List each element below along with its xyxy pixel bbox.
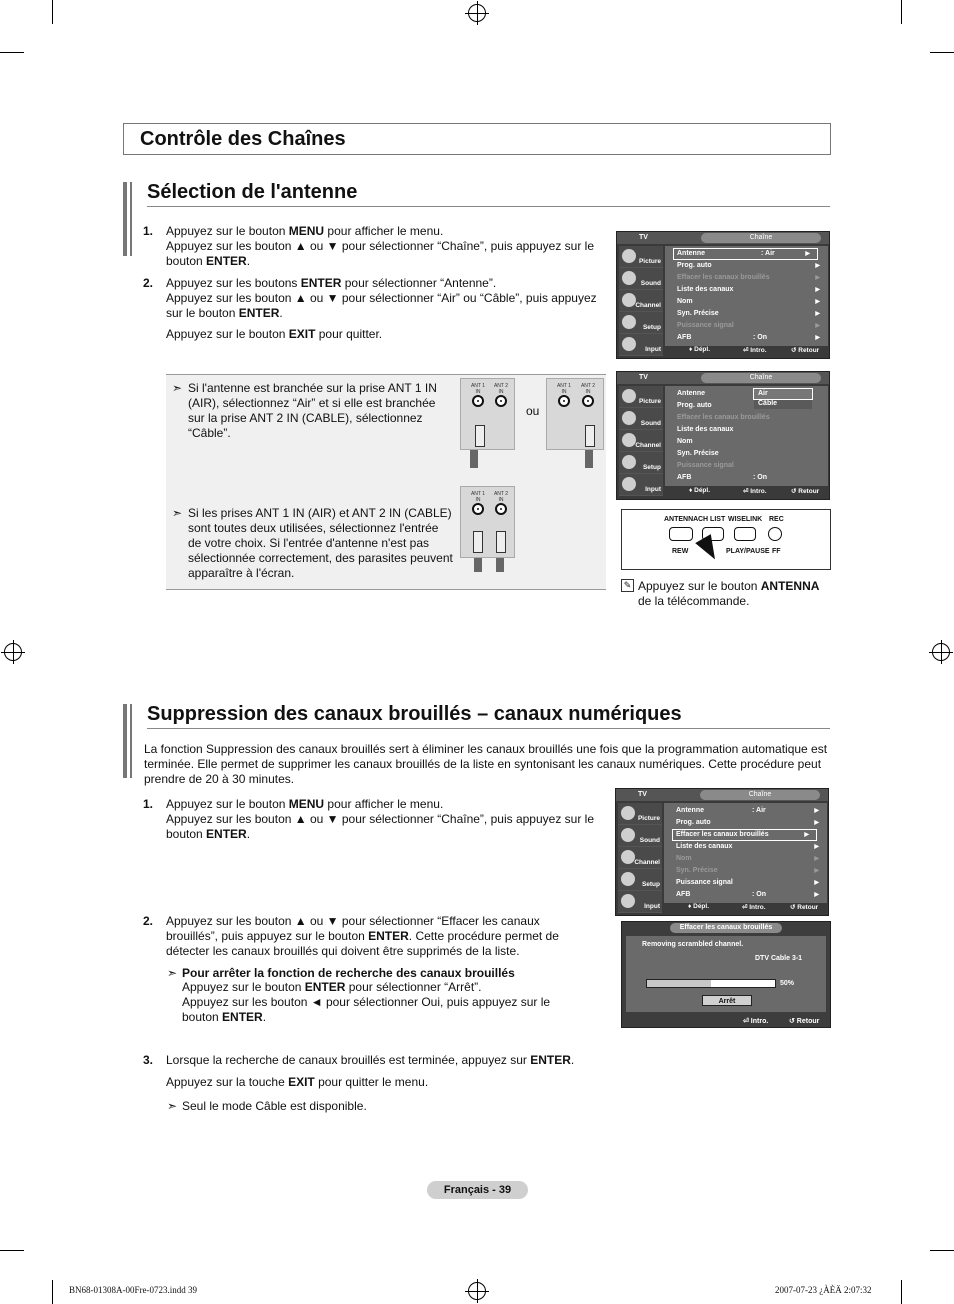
screen-message: Removing scrambled channel. <box>642 941 744 948</box>
menu-category-icon <box>622 411 636 425</box>
date-slug: 2007-07-23 ¿ÀÈÄ 2:07:32 <box>775 1285 872 1295</box>
step-2-text <box>166 276 606 321</box>
jack-label: ANT 1 IN <box>470 491 486 503</box>
registration-mark-icon <box>932 643 950 661</box>
section-bar <box>130 182 132 256</box>
exit-instruction: Appuyez sur la touche EXIT pour quitter le menu. <box>166 1075 429 1089</box>
section-bar <box>123 704 127 778</box>
registration-mark-icon <box>4 643 22 661</box>
text-line: bouton ENTER. <box>166 827 251 841</box>
menu-row[interactable]: Nom ▶ <box>676 855 819 862</box>
text-line: Appuyez sur le bouton ENTER pour sélectionner “Arrêt”. <box>182 980 482 994</box>
menu-row[interactable]: Nom <box>677 438 693 445</box>
text-line: La fonction Suppression des canaux brouillés sert à éliminer les canaux brouillés une fois que la programmation automatique est <box>144 742 828 756</box>
menu-row[interactable]: Antenne : Air ▶ <box>676 807 819 814</box>
footer-enter: ⏎ Intro. <box>743 1018 769 1025</box>
menu-row[interactable]: Liste des canaux ▶ <box>676 843 819 850</box>
antenna-button-note <box>638 579 833 609</box>
note-arrow-icon: ➣ <box>167 1099 178 1113</box>
menu-tv-label: TV <box>639 234 648 241</box>
menu-row[interactable]: Puissance signal ▶ <box>677 322 820 329</box>
file-slug: BN68-01308A-00Fre-0723.indd 39 <box>69 1285 197 1295</box>
progress-label: 50% <box>780 980 795 987</box>
menu-row[interactable]: AFB : On ▶ <box>676 891 819 898</box>
menu-row[interactable]: Effacer les canaux brouillés ▶ <box>672 829 817 841</box>
menu-side-item[interactable]: Picture <box>619 386 663 408</box>
menu-tv-label: TV <box>639 374 648 381</box>
menu-side-item[interactable]: Setup <box>619 452 663 474</box>
menu-category-icon <box>622 249 636 263</box>
menu-side-item[interactable]: Input <box>619 474 663 496</box>
section-title-scrambled: Suppression des canaux brouillés – canaux numériques <box>147 703 682 725</box>
text-line: Si les prises ANT 1 IN (AIR) et ANT 2 IN (CABLE) <box>188 506 452 520</box>
remote-label: PLAY/PAUSE <box>726 548 770 555</box>
section-rule <box>147 728 830 729</box>
menu-row[interactable]: Syn. Précise ▶ <box>676 867 819 874</box>
remote-label: WISELINK <box>728 516 763 523</box>
menu-side-item[interactable]: Channel <box>619 290 663 312</box>
menu-row[interactable]: AFB : On <box>677 474 767 481</box>
menu-side-item[interactable]: Input <box>619 334 663 356</box>
menu-row[interactable]: Puissance signal ▶ <box>676 879 819 886</box>
menu-side-item[interactable]: Channel <box>619 430 663 452</box>
menu-category-icon <box>622 271 636 285</box>
menu-category-icon <box>622 455 636 469</box>
antenna-jack-figure <box>460 378 515 450</box>
menu-side-item[interactable]: Sound <box>619 408 663 430</box>
text-line: Si l'antenne est branchée sur la prise ANT 1 IN <box>188 381 437 395</box>
remote-label: REC <box>769 516 784 523</box>
remote-label: FF <box>772 548 781 555</box>
text-line: terminée. Elle permet de supprimer les canaux brouillés de la liste en syntonisant les canaux numériques. Cette procédure peut <box>144 757 822 771</box>
menu-side-item[interactable]: Picture <box>619 246 663 268</box>
note-arrow-icon: ➣ <box>172 381 183 395</box>
scramble-menu-screen: TV Chaîne Picture Sound Channel Setup Input Antenne : Air ▶ Prog. auto ▶ Effacer les canaux brouillés ▶ Liste des canaux ▶ Nom ▶ Syn. Précise ▶ Puissance signal ▶ AFB : On ▶ ♦ Dépl. ⏎ Intro. ↺ Retour <box>615 788 829 916</box>
menu-row[interactable]: Antenne <box>677 390 705 397</box>
menu-row[interactable]: Prog. auto <box>677 402 712 409</box>
stop-instructions <box>182 980 602 1025</box>
remote-label: ANTENNA <box>664 516 699 523</box>
antenna-button-icon <box>669 527 693 541</box>
menu-category-icon <box>622 433 636 447</box>
exit-instruction: Appuyez sur le bouton EXIT pour quitter. <box>166 327 383 341</box>
dropdown-option[interactable]: Air <box>754 389 812 399</box>
channel-menu-screen: TV Chaîne Picture Sound Channel Setup Input Antenne : Air ▶ Prog. auto ▶ Effacer les canaux brouillés ▶ Liste des canaux ▶ Nom ▶ Syn. Précise ▶ Puissance signal ▶ AFB : On ▶ ♦ Dépl. ⏎ Intro. ↺ Retour <box>616 231 830 359</box>
section-bar <box>123 182 127 256</box>
menu-row[interactable]: Syn. Précise <box>677 450 719 457</box>
note-arrow-icon: ➣ <box>167 966 178 980</box>
text-line: bouton ENTER. <box>166 254 251 268</box>
remote-label: CH LIST <box>698 516 726 523</box>
menu-category-icon <box>621 828 635 842</box>
text-line: sur la prise ANT 2 IN (CABLE), sélectionnez <box>188 411 423 425</box>
chapter-title: Contrôle des Chaînes <box>140 128 346 150</box>
antenna-jack-figure <box>460 486 515 558</box>
menu-row[interactable]: Prog. auto ▶ <box>676 819 819 826</box>
page-number: Français - 39 <box>427 1181 528 1199</box>
jack-label: ANT 1 IN <box>556 383 572 395</box>
menu-category-icon <box>621 806 635 820</box>
stop-title: Pour arrêter la fonction de recherche des canaux brouillés <box>182 966 515 980</box>
text-line: Appuyez sur les bouton ▲ ou ▼ pour sélectionner “Air” ou “Câble”, puis appuyez <box>166 291 597 305</box>
text-line: prendre de 20 à 30 minutes. <box>144 772 295 786</box>
text-line: bouton ENTER. <box>182 1010 267 1024</box>
step-2-text <box>166 914 606 959</box>
menu-row[interactable]: Nom ▶ <box>677 298 820 305</box>
screen-title: Effacer les canaux brouillés <box>670 923 782 933</box>
cable-note: Seul le mode Câble est disponible. <box>182 1099 367 1113</box>
text-line: brouillés”, puis appuyez sur le bouton ENTER. Cette procédure permet de <box>166 929 559 943</box>
note-arrow-icon: ➣ <box>172 506 183 520</box>
text-line: Appuyez sur les bouton ◄ pour sélectionner Oui, puis appuyez sur le <box>182 995 551 1009</box>
menu-row[interactable]: Puissance signal <box>677 462 734 469</box>
text-line: Appuyez sur les bouton ▲ ou ▼ pour sélectionner “Effacer les canaux <box>166 914 540 928</box>
remote-label: REW <box>672 548 689 555</box>
menu-tab: Chaîne <box>701 373 821 383</box>
menu-row[interactable]: Liste des canaux <box>677 426 734 433</box>
remote-control-figure <box>621 509 831 570</box>
jack-label: ANT 1 IN <box>470 383 486 395</box>
menu-side-item[interactable]: Sound <box>618 825 662 847</box>
text-line: Appuyez sur le bouton MENU pour afficher le menu. <box>166 224 444 238</box>
step-1-text <box>166 224 606 269</box>
text-line: Appuyez sur les boutons ENTER pour sélectionner “Antenne”. <box>166 276 497 290</box>
menu-row[interactable]: Effacer les canaux brouillés <box>677 414 770 421</box>
scramble-progress-screen <box>621 921 831 1028</box>
note-antenna-both <box>188 506 458 581</box>
menu-side-item[interactable]: Setup <box>618 869 662 891</box>
screen-channel: DTV Cable 3-1 <box>755 955 803 962</box>
text-line: de la télécommande. <box>638 594 750 608</box>
step-1-text <box>166 797 606 842</box>
step-number: 1. <box>143 797 154 811</box>
menu-category-icon <box>622 293 636 307</box>
antenna-menu-screen: TV Chaîne Picture Sound Channel Setup Input Antenne Prog. auto Effacer les canaux brouillés Liste des canaux Nom Syn. Précise Puissance signal AFB : On Air Câble ♦ Dépl. ⏎ Intro. ↺ Retour <box>616 371 830 500</box>
text-line: Appuyez sur le bouton MENU pour afficher le menu. <box>166 797 444 811</box>
text-line: sont toutes deux utilisées, sélectionnez l'entrée <box>188 521 439 535</box>
section-bar <box>130 704 132 778</box>
text-line: Appuyez sur les bouton ▲ ou ▼ pour sélectionner “Chaîne”, puis appuyez sur le <box>166 239 594 253</box>
text-line: (AIR), sélectionnez “Air” et si elle est branchée <box>188 396 436 410</box>
step-3-text: Lorsque la recherche de canaux brouillés est terminée, appuyez sur ENTER. <box>166 1053 575 1067</box>
menu-side-item[interactable]: Input <box>618 891 662 913</box>
step-number: 2. <box>143 914 154 928</box>
menu-row[interactable]: Liste des canaux ▶ <box>677 286 820 293</box>
section-rule <box>147 206 830 207</box>
jack-label: ANT 2 IN <box>493 383 509 395</box>
step-number: 3. <box>143 1053 154 1067</box>
jack-label: ANT 2 IN <box>580 383 596 395</box>
note-antenna-single <box>188 381 448 441</box>
dropdown-option[interactable]: Câble <box>758 400 778 407</box>
text-line: sélectionnée correctement, des parasites peuvent <box>188 551 453 565</box>
menu-category-icon <box>622 337 636 351</box>
step-number: 1. <box>143 224 154 238</box>
menu-side-item[interactable]: Picture <box>618 803 662 825</box>
remote-icon: ✎ <box>621 579 634 592</box>
menu-row[interactable]: Effacer les canaux brouillés ▶ <box>677 274 820 281</box>
antenna-jack-figure <box>546 378 604 450</box>
text-line: Appuyez sur le bouton ANTENNA <box>638 579 820 593</box>
text-line: de votre choix. Si l'entrée d'antenne n'est pas <box>188 536 430 550</box>
menu-tab: Chaîne <box>700 790 820 800</box>
menu-side-item[interactable]: Sound <box>619 268 663 290</box>
step-number: 2. <box>143 276 154 290</box>
registration-mark-icon <box>468 1282 486 1300</box>
menu-category-icon <box>621 872 635 886</box>
menu-category-icon <box>621 850 635 864</box>
menu-tv-label: TV <box>638 791 647 798</box>
menu-row[interactable]: AFB : On ▶ <box>677 334 820 341</box>
menu-side-item[interactable]: Channel <box>618 847 662 869</box>
antenna-dropdown[interactable] <box>754 389 812 409</box>
intro-paragraph <box>144 742 834 787</box>
menu-side-item[interactable]: Setup <box>619 312 663 334</box>
stop-button[interactable]: Arrêt <box>702 995 752 1006</box>
text-line: sur le bouton ENTER. <box>166 306 283 320</box>
menu-category-icon <box>621 894 635 908</box>
menu-category-icon <box>622 389 636 403</box>
text-line: apparaître à l'écran. <box>188 566 295 580</box>
menu-row[interactable]: Syn. Précise ▶ <box>677 310 820 317</box>
text-line: Appuyez sur les bouton ▲ ou ▼ pour sélectionner “Chaîne”, puis appuyez sur le <box>166 812 594 826</box>
or-label: ou <box>526 404 540 418</box>
registration-mark-icon <box>468 4 486 22</box>
menu-category-icon <box>622 477 636 491</box>
text-line: détecter les canaux brouillés qui doivent être supprimés de la liste. <box>166 944 520 958</box>
text-line: “Câble”. <box>188 426 231 440</box>
footer-return: ↺ Retour <box>789 1018 820 1025</box>
rec-button-icon <box>768 527 782 541</box>
menu-row[interactable]: Prog. auto ▶ <box>677 262 820 269</box>
menu-tab: Chaîne <box>701 233 821 243</box>
menu-category-icon <box>622 315 636 329</box>
jack-label: ANT 2 IN <box>493 491 509 503</box>
section-title-antenna: Sélection de l'antenne <box>147 181 358 203</box>
wiselink-button-icon <box>734 527 756 541</box>
menu-row[interactable]: Antenne : Air ▶ <box>673 248 818 260</box>
progress-bar <box>646 979 776 988</box>
